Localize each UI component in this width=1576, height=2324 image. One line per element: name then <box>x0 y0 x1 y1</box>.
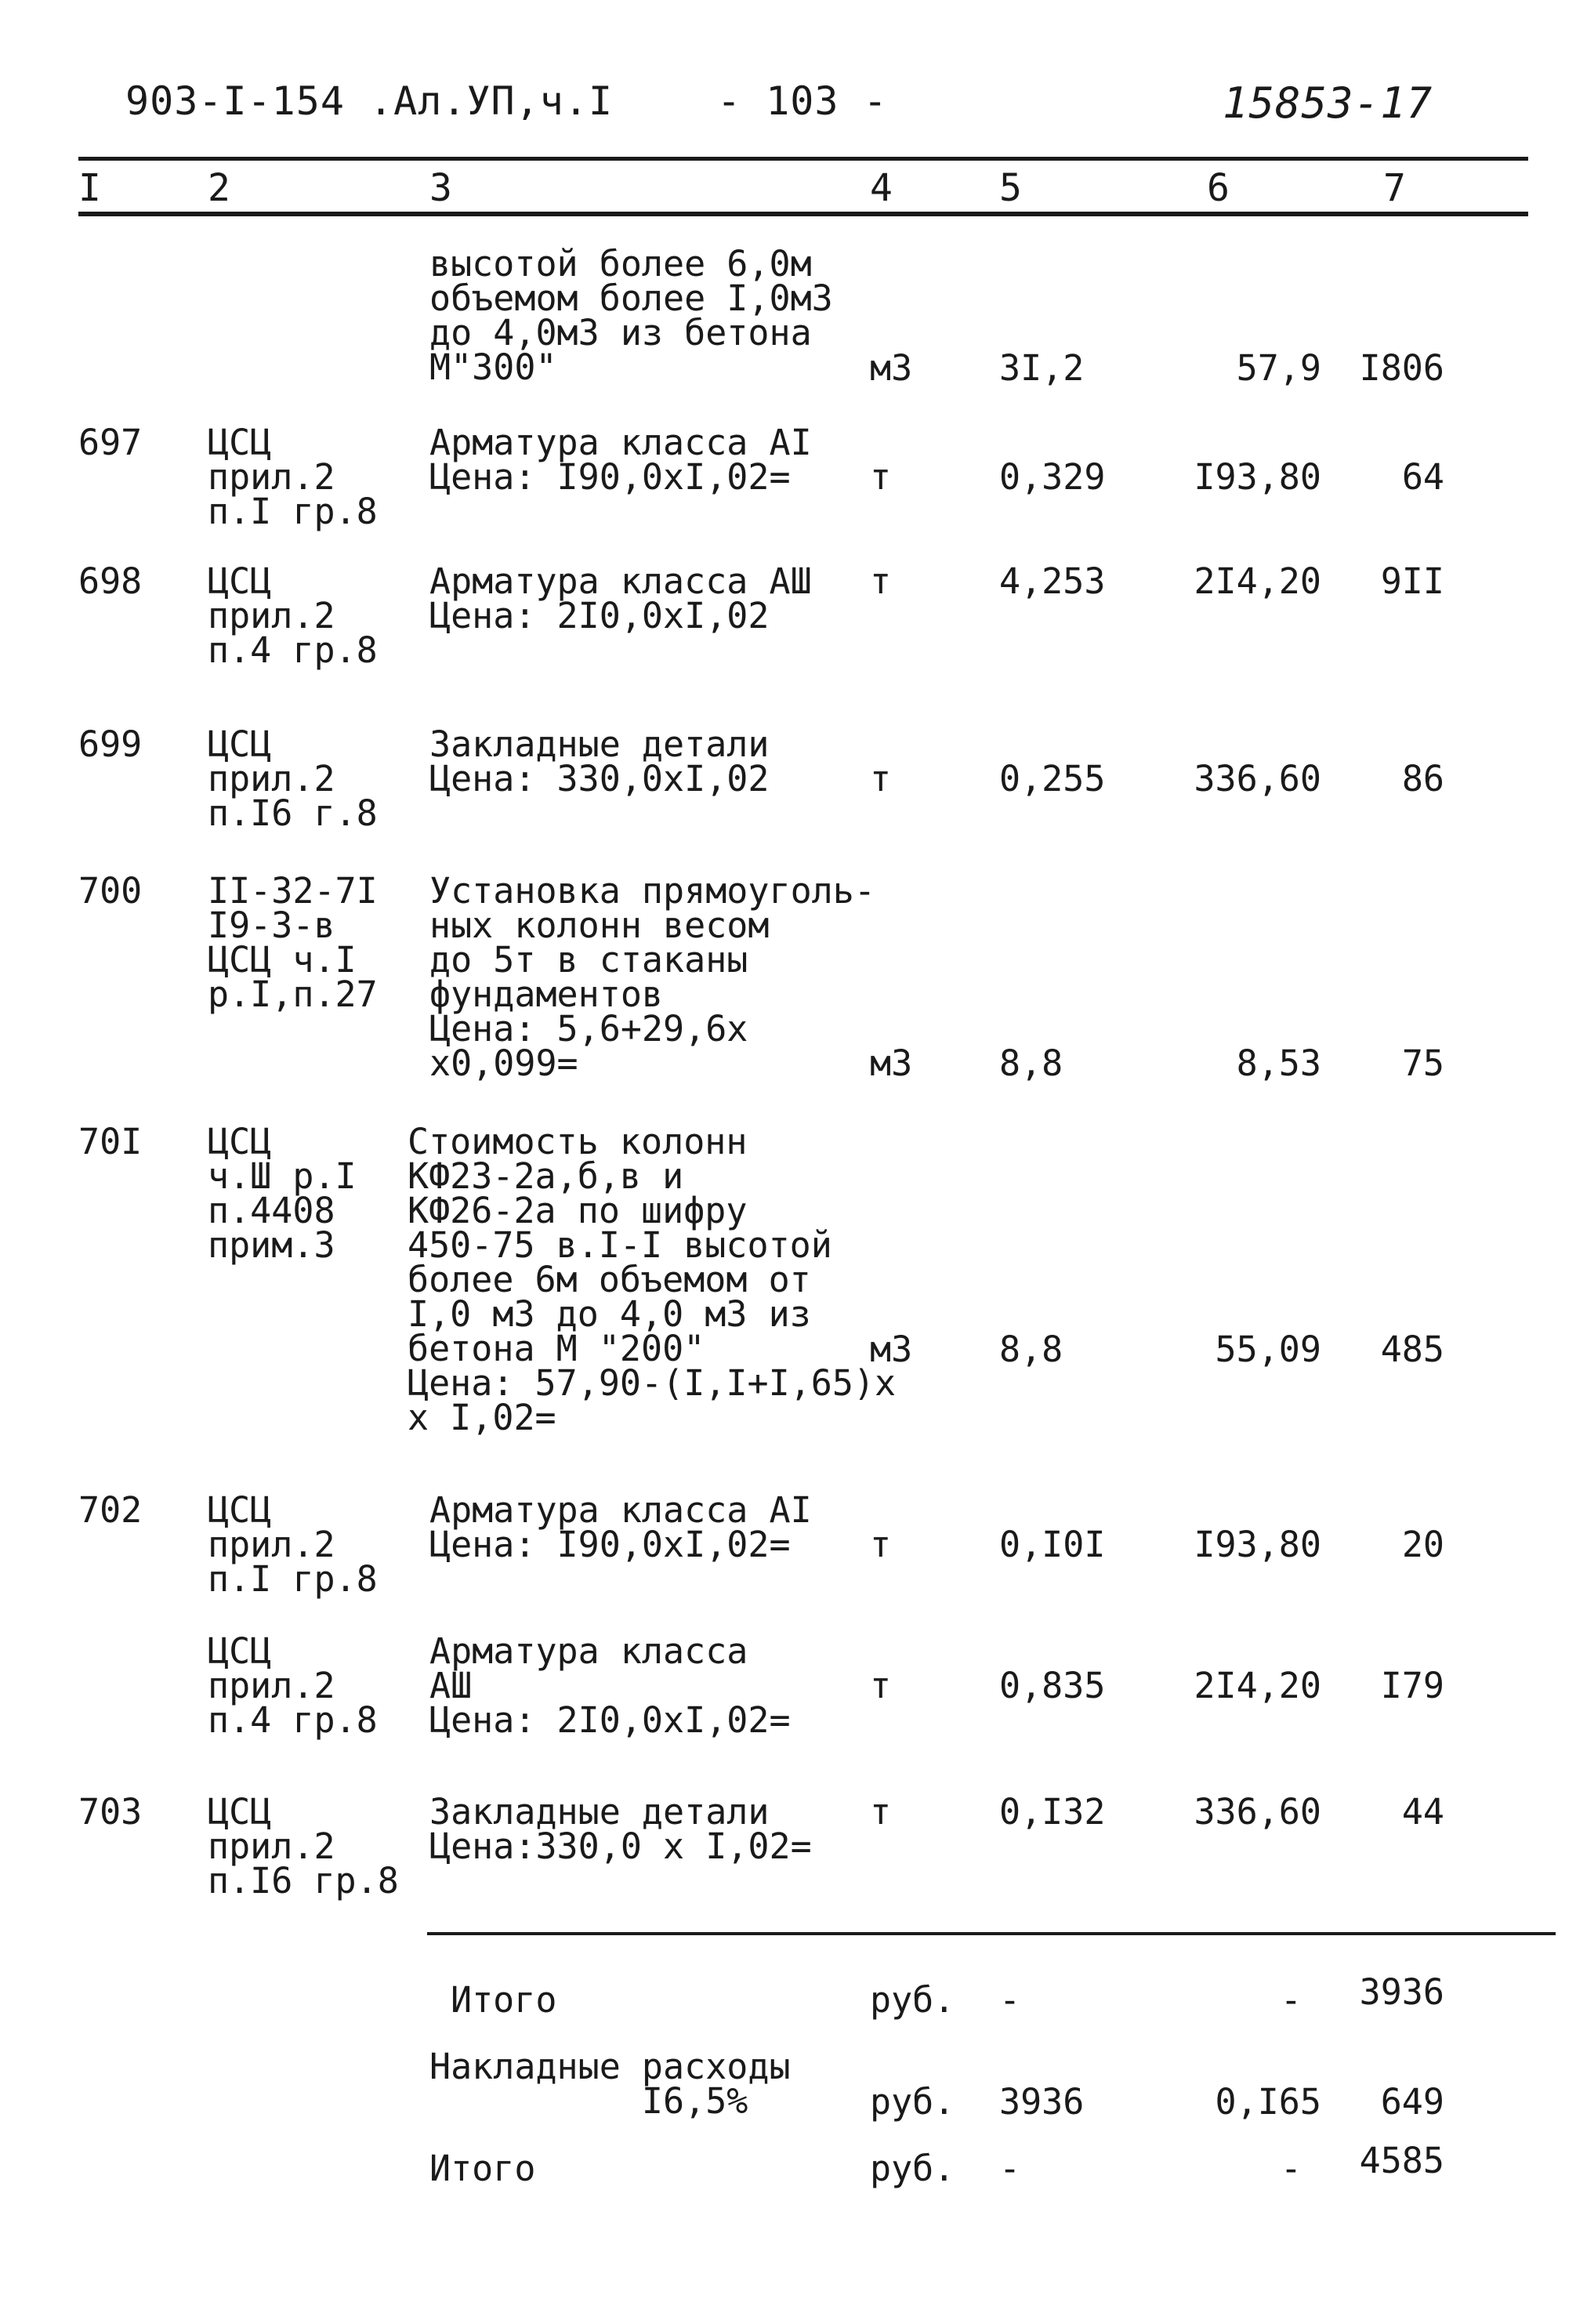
overhead-unit: руб. <box>870 2081 955 2123</box>
row-unit: т <box>870 1524 892 1565</box>
column-header-2: 2 <box>208 166 230 210</box>
overhead-label: Накладные расходы I6,5% <box>429 2046 791 2122</box>
sheet-id: 15853-17 <box>1223 78 1433 128</box>
row-reference: ЦСЦ прил.2 п.I гр.8 <box>208 1489 378 1600</box>
row-total: 20 <box>1401 1524 1444 1565</box>
grand-total-label: Итого <box>429 2148 536 2189</box>
overhead-rate: 0,I65 <box>1215 2081 1321 2123</box>
header-rule <box>78 212 1528 216</box>
grand-total-qty: - <box>999 2148 1021 2189</box>
row-desc: высотой более 6,0м объемом более I,0м3 до 4,0м3 из бетона М"300" <box>429 243 833 388</box>
row-qty: 0,329 <box>999 456 1106 498</box>
row-price: I93,80 <box>1194 456 1321 498</box>
row-total: 86 <box>1401 758 1444 799</box>
row-desc: Стоимость колонн КФ23-2а,б,в и КФ26-2а по шифру 450-75 в.I-I высотой более 6м объемом от I,0 м3 до 4,0 м3 из бетона М "200" Цена: 57,90-(I,I+I,65)х х I,02= <box>408 1121 897 1438</box>
row-number: 702 <box>78 1489 143 1531</box>
row-qty: 8,8 <box>999 1329 1063 1370</box>
column-header-1: I <box>78 166 101 210</box>
row-price: 2I4,20 <box>1194 1665 1321 1706</box>
page-number: - 103 - <box>717 78 888 124</box>
column-header-6: 6 <box>1207 166 1230 210</box>
row-price: I93,80 <box>1194 1524 1321 1565</box>
total-sum: 3936 <box>1359 1971 1444 2013</box>
row-qty: 8,8 <box>999 1042 1063 1084</box>
document-code: 903-I-154 .Ал.УП,ч.I <box>125 78 614 124</box>
row-qty: 4,253 <box>999 560 1106 602</box>
column-header-4: 4 <box>870 166 893 210</box>
overhead-sum: 649 <box>1380 2081 1444 2123</box>
column-header-7: 7 <box>1383 166 1406 210</box>
row-number: 697 <box>78 422 143 463</box>
overhead-base: 3936 <box>999 2081 1085 2123</box>
row-desc: Закладные детали Цена: 330,0хI,02 <box>429 723 770 799</box>
row-price: 8,53 <box>1236 1042 1321 1084</box>
column-header-3: 3 <box>429 166 452 210</box>
row-total: I79 <box>1380 1665 1444 1706</box>
grand-total-unit: руб. <box>870 2148 955 2189</box>
row-reference: ЦСЦ прил.2 п.I6 гр.8 <box>208 1791 399 1902</box>
total-unit: руб. <box>870 1979 955 2021</box>
row-qty: 0,255 <box>999 758 1106 799</box>
row-price: 57,9 <box>1236 347 1321 389</box>
row-unit: м3 <box>870 1329 913 1370</box>
row-desc: Арматура класса АI Цена: I90,0хI,02= <box>429 422 812 498</box>
row-unit: т <box>870 1665 892 1706</box>
total-qty: - <box>999 1979 1021 2021</box>
row-reference: ЦСЦ прил.2 п.I6 г.8 <box>208 723 378 834</box>
totals-rule <box>427 1932 1556 1935</box>
row-unit: т <box>870 758 892 799</box>
row-qty: 0,I0I <box>999 1524 1106 1565</box>
row-reference: ЦСЦ прил.2 п.4 гр.8 <box>208 1630 378 1741</box>
row-total: 485 <box>1380 1329 1444 1370</box>
row-price: 2I4,20 <box>1194 560 1321 602</box>
row-desc: Арматура класса АШ Цена: 2I0,0хI,02 <box>429 560 812 636</box>
row-qty: 0,835 <box>999 1665 1106 1706</box>
row-reference: ЦСЦ ч.Ш р.I п.4408 прим.3 <box>208 1121 357 1266</box>
row-desc: Арматура класса АШ Цена: 2I0,0хI,02= <box>429 1630 791 1741</box>
row-total: 9II <box>1380 560 1444 602</box>
row-price: 55,09 <box>1215 1329 1321 1370</box>
grand-total-sum: 4585 <box>1359 2140 1444 2181</box>
row-desc: Арматура класса АI Цена: I90,0хI,02= <box>429 1489 812 1565</box>
row-total: I806 <box>1359 347 1444 389</box>
row-unit: м3 <box>870 347 913 389</box>
row-total: 64 <box>1401 456 1444 498</box>
row-number: 698 <box>78 560 143 602</box>
row-price: 336,60 <box>1194 1791 1321 1833</box>
row-unit: м3 <box>870 1042 913 1084</box>
top-rule <box>78 157 1528 161</box>
row-number: 70I <box>78 1121 143 1162</box>
row-reference: ЦСЦ прил.2 п.I гр.8 <box>208 422 378 532</box>
row-reference: ЦСЦ прил.2 п.4 гр.8 <box>208 560 378 671</box>
grand-total-price: - <box>1280 2148 1302 2189</box>
row-total: 44 <box>1401 1791 1444 1833</box>
row-number: 703 <box>78 1791 143 1833</box>
row-unit: т <box>870 1791 892 1833</box>
row-total: 75 <box>1401 1042 1444 1084</box>
row-number: 699 <box>78 723 143 765</box>
row-unit: т <box>870 456 892 498</box>
row-reference: II-32-7I I9-3-в ЦСЦ ч.I р.I,п.27 <box>208 870 378 1015</box>
column-header-5: 5 <box>999 166 1022 210</box>
row-qty: 3I,2 <box>999 347 1085 389</box>
row-unit: т <box>870 560 892 602</box>
row-price: 336,60 <box>1194 758 1321 799</box>
row-desc: Установка прямоуголь- ных колонн весом до 5т в стаканы фундаментов Цена: 5,6+29,6х х0,099= <box>429 870 875 1084</box>
total-label: Итого <box>451 1979 557 2021</box>
total-price: - <box>1280 1979 1302 2021</box>
row-desc: Закладные детали Цена:330,0 х I,02= <box>429 1791 812 1867</box>
row-number: 700 <box>78 870 143 912</box>
row-qty: 0,I32 <box>999 1791 1106 1833</box>
